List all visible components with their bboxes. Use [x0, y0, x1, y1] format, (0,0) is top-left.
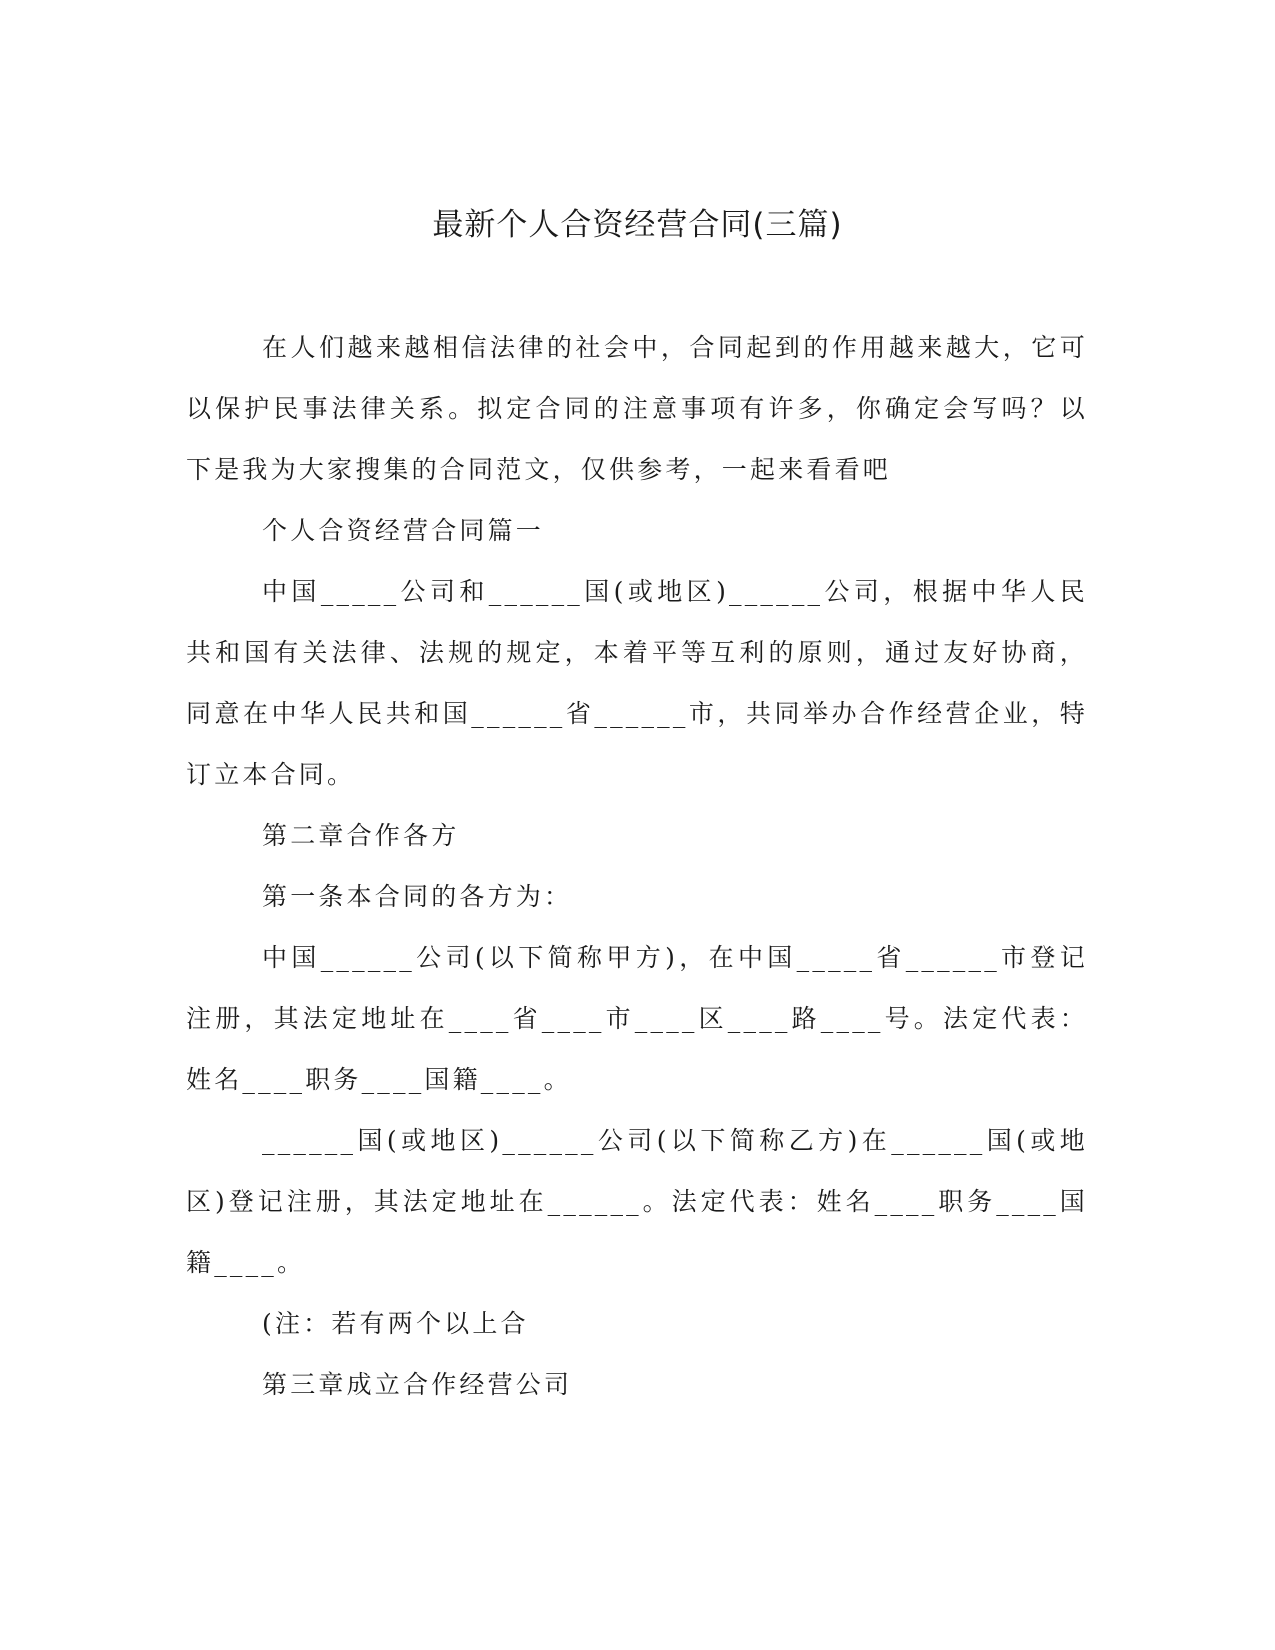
party-b-paragraph: ______国(或地区)______公司(以下简称乙方)在______国(或地区)登记注册，其法定地址在______。法定代表：姓名____职务____国籍____。	[186, 1126, 1088, 1277]
note-paragraph: (注：若有两个以上合	[262, 1309, 529, 1338]
article-one-heading: 第一条本合同的各方为：	[262, 882, 573, 911]
party-a-paragraph: 中国______公司(以下简称甲方)，在中国_____省______市登记注册，其法定地址在____省____市____区____路____号。法定代表：姓名____职务____国籍____。	[186, 943, 1088, 1094]
section-heading-part-one: 个人合资经营合同篇一	[262, 516, 545, 545]
preamble-paragraph: 中国_____公司和______国(或地区)______公司，根据中华人民共和国有关法律、法规的规定，本着平等互利的原则，通过友好协商，同意在中华人民共和国______省______市，共同举办合作经营企业，特订立本合同。	[186, 577, 1088, 789]
chapter-two-heading: 第二章合作各方	[262, 821, 460, 850]
intro-paragraph: 在人们越来越相信法律的社会中，合同起到的作用越来越大，它可以保护民事法律关系。拟定合同的注意事项有许多，你确定会写吗？以下是我为大家搜集的合同范文，仅供参考，一起来看看吧	[186, 333, 1088, 484]
document-body	[186, 317, 1088, 1415]
chapter-three-heading: 第三章成立合作经营公司	[262, 1370, 573, 1399]
document-title: 最新个人合资经营合同(三篇)	[432, 207, 843, 243]
